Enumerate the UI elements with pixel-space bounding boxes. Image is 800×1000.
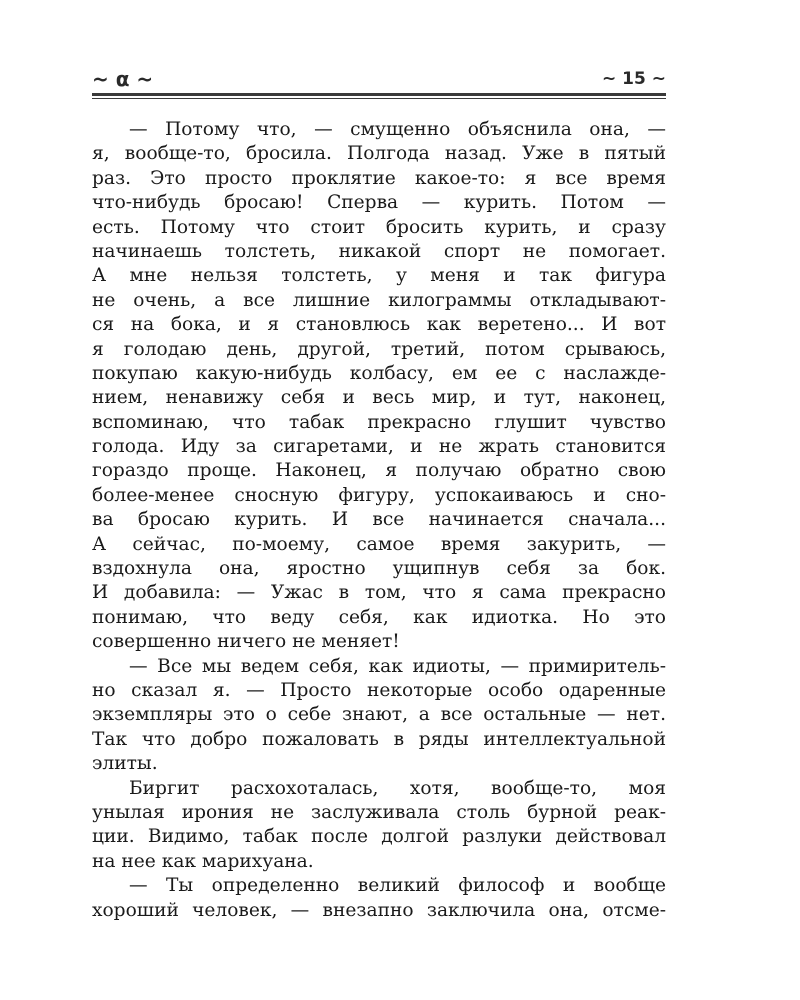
text-line: нием, ненавижу себя и весь мир, и тут, наконец, bbox=[92, 387, 666, 409]
text-line: гораздо проще. Наконец, я получаю обратно свою bbox=[92, 460, 666, 482]
text-line: но сказал я. — Просто некоторые особо одаренные bbox=[92, 679, 666, 701]
text-line: ся на бока, и я становлюсь как веретено... И вот bbox=[92, 314, 666, 336]
text-line: А мне нельзя толстеть, у меня и так фигура bbox=[92, 265, 666, 287]
text-line: я голодаю день, другой, третий, потом срываюсь, bbox=[92, 338, 666, 360]
text-line: — Все мы ведем себя, как идиоты, — примиритель- bbox=[129, 655, 666, 677]
text-line: более-менее сносную фигуру, успокаиваюсь и сно- bbox=[92, 484, 666, 506]
text-line: раз. Это просто проклятие какое-то: я все время bbox=[92, 167, 666, 189]
text-line: А сейчас, по-моему, самое время закурить, — bbox=[92, 533, 666, 555]
text-line: Так что добро пожаловать в ряды интеллектуальной bbox=[92, 728, 666, 750]
text-line: не очень, а все лишние килограммы откладывают- bbox=[92, 289, 666, 311]
text-line: — Ты определенно великий философ и вообще bbox=[129, 875, 666, 897]
text-line: совершенно ничего не меняет! bbox=[92, 631, 400, 653]
text-line: экземпляры это о себе знают, а все остальные — нет. bbox=[92, 704, 666, 726]
text-line: элиты. bbox=[92, 753, 158, 775]
body-text bbox=[92, 118, 666, 923]
text-line: Биргит расхохоталась, хотя, вообще-то, моя bbox=[129, 777, 666, 799]
header-rule-thick bbox=[92, 93, 666, 96]
text-line: ции. Видимо, табак после долгой разлуки действовал bbox=[92, 826, 666, 848]
text-line: начинаешь толстеть, никакой спорт не помогает. bbox=[92, 240, 666, 262]
text-line: хороший человек, — внезапно заключила она, отсме- bbox=[92, 899, 666, 921]
page-number: ~ 15 ~ bbox=[602, 69, 666, 89]
text-line: И добавила: — Ужас в том, что я сама прекрасно bbox=[92, 582, 666, 604]
text-line: — Потому что, — смущенно объяснила она, — bbox=[129, 119, 666, 140]
text-line: я, вообще-то, бросила. Полгода назад. Уже в пятый bbox=[92, 143, 666, 165]
text-line: что-нибудь бросаю! Сперва — курить. Потом — bbox=[92, 192, 666, 214]
running-header bbox=[92, 66, 666, 92]
text-line: есть. Потому что стоит бросить курить, и сразу bbox=[92, 216, 666, 238]
text-line: ва бросаю курить. И все начинается сначала... bbox=[92, 509, 666, 531]
text-line: покупаю какую-нибудь колбасу, ем ее с наслажде- bbox=[92, 362, 666, 384]
text-line: на нее как марихуана. bbox=[92, 850, 314, 872]
text-line: голода. Иду за сигаретами, и не жрать становится bbox=[92, 436, 666, 458]
text-line: вспоминаю, что табак прекрасно глушит чувство bbox=[92, 411, 666, 433]
text-line: вздохнула она, яростно ущипнув себя за бок. bbox=[92, 558, 666, 580]
text-line: унылая ирония не заслуживала столь бурной реак- bbox=[92, 801, 666, 823]
text-line: понимаю, что веду себя, как идиотка. Но это bbox=[92, 606, 666, 628]
header-section-mark: ~ α ~ bbox=[92, 67, 154, 91]
header-rule-thin bbox=[92, 98, 666, 99]
